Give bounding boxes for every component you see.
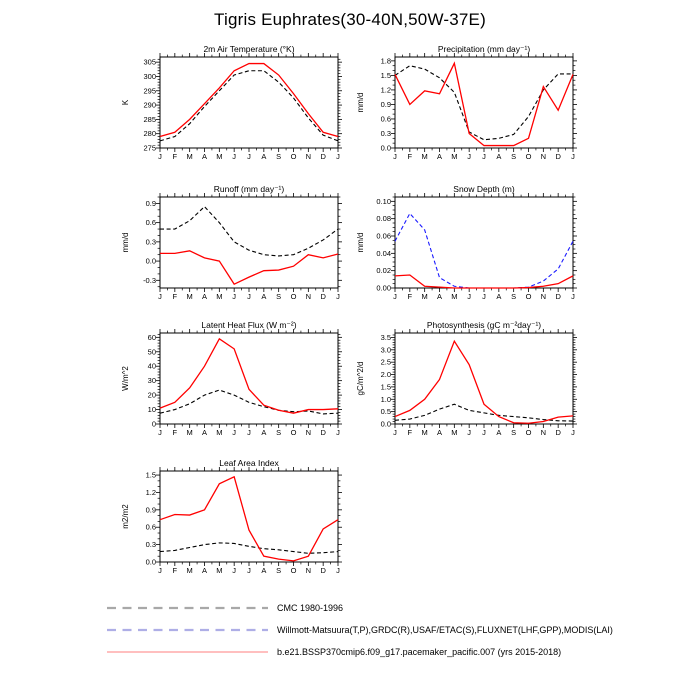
chart-title: Runoff (mm day⁻¹) bbox=[213, 184, 285, 194]
x-tick-label: A bbox=[436, 428, 443, 437]
x-tick-label: S bbox=[276, 152, 282, 161]
x-tick-label: S bbox=[276, 566, 282, 575]
chart-snow-depth bbox=[349, 183, 589, 309]
x-tick-label: J bbox=[158, 152, 162, 161]
x-tick-label: J bbox=[247, 566, 251, 575]
x-tick-label: F bbox=[407, 152, 413, 161]
x-tick-label: N bbox=[305, 152, 312, 161]
plot-frame bbox=[160, 333, 338, 424]
y-tick-label: 0 bbox=[151, 419, 156, 429]
x-tick-label: D bbox=[555, 428, 561, 437]
x-tick-label: A bbox=[261, 428, 267, 437]
y-tick-label: 0.10 bbox=[376, 196, 391, 206]
series-line-obs bbox=[395, 66, 573, 140]
y-axis-label: mm/d bbox=[356, 232, 365, 253]
legend-item-model bbox=[107, 645, 561, 659]
x-tick-label: J bbox=[393, 292, 397, 301]
x-tick-label: O bbox=[290, 152, 297, 161]
x-tick-label: J bbox=[336, 292, 340, 301]
chart-air-temperature bbox=[114, 43, 354, 169]
y-tick-label: 0.6 bbox=[380, 114, 391, 124]
chart-title: Photosynthesis (gC m⁻²day⁻¹) bbox=[426, 320, 542, 330]
y-tick-label: 3.5 bbox=[380, 332, 391, 342]
x-tick-label: D bbox=[555, 152, 561, 161]
plot-frame bbox=[395, 57, 573, 148]
x-tick-label: A bbox=[201, 566, 208, 575]
legend-item-observations bbox=[107, 623, 613, 637]
plot-frame bbox=[160, 197, 338, 288]
y-tick-label: 305 bbox=[143, 57, 156, 67]
x-tick-label: J bbox=[232, 428, 237, 437]
x-tick-label: N bbox=[540, 152, 547, 161]
x-tick-label: J bbox=[232, 292, 237, 301]
legend-item-cmc bbox=[107, 601, 343, 615]
series-line-model bbox=[395, 63, 573, 145]
x-tick-label: D bbox=[320, 152, 326, 161]
chart-title: Latent Heat Flux (W m⁻²) bbox=[201, 320, 297, 330]
y-tick-label: 300 bbox=[143, 71, 156, 81]
y-tick-label: 0.0 bbox=[145, 557, 156, 567]
x-tick-label: M bbox=[186, 566, 193, 575]
x-tick-label: J bbox=[247, 292, 251, 301]
series-line-model bbox=[395, 341, 573, 423]
y-tick-label: 1.2 bbox=[145, 487, 156, 497]
y-tick-label: 1.5 bbox=[380, 70, 391, 80]
x-tick-label: O bbox=[525, 428, 532, 437]
chart-latent-heat-flux bbox=[114, 319, 354, 445]
x-tick-label: M bbox=[451, 428, 458, 437]
x-tick-label: D bbox=[320, 292, 326, 301]
x-tick-label: D bbox=[320, 428, 326, 437]
x-tick-label: O bbox=[290, 428, 297, 437]
y-tick-label: 0.00 bbox=[376, 283, 391, 293]
y-tick-label: 1.5 bbox=[145, 470, 156, 480]
chart-title: Precipitation (mm day⁻¹) bbox=[437, 44, 531, 54]
x-tick-label: S bbox=[511, 428, 517, 437]
x-tick-label: M bbox=[186, 152, 193, 161]
x-tick-label: A bbox=[201, 152, 208, 161]
y-tick-label: 30 bbox=[147, 376, 156, 386]
x-tick-label: J bbox=[571, 428, 575, 437]
chart-title: 2m Air Temperature (°K) bbox=[203, 44, 295, 54]
x-tick-label: A bbox=[261, 566, 267, 575]
y-tick-label: 10 bbox=[147, 405, 156, 415]
x-tick-label: A bbox=[201, 428, 208, 437]
chart-leaf-area-index bbox=[114, 457, 354, 583]
gray-dashed-line-swatch bbox=[107, 601, 268, 615]
x-tick-label: A bbox=[201, 292, 208, 301]
x-tick-label: M bbox=[216, 566, 223, 575]
legend-label-observations: Willmott-Matsuura(T,P),GRDC(R),USAF/ETAC(S),FLUXNET(LHF,GPP),MODIS(LAI) bbox=[277, 625, 613, 635]
x-tick-label: J bbox=[336, 566, 340, 575]
y-tick-label: 40 bbox=[147, 361, 156, 371]
y-tick-label: 280 bbox=[143, 129, 156, 139]
y-tick-label: 2.0 bbox=[380, 370, 391, 380]
x-tick-label: J bbox=[482, 428, 486, 437]
x-tick-label: M bbox=[216, 152, 223, 161]
lavender-dashed-line-swatch bbox=[107, 623, 268, 637]
y-tick-label: 0.0 bbox=[380, 143, 391, 153]
y-axis-label: m2/m2 bbox=[121, 504, 130, 529]
x-tick-label: M bbox=[186, 292, 193, 301]
chart-runoff bbox=[114, 183, 354, 309]
series-line-model bbox=[160, 64, 338, 137]
x-tick-label: M bbox=[216, 428, 223, 437]
x-tick-label: J bbox=[467, 152, 472, 161]
x-tick-label: J bbox=[393, 152, 397, 161]
chart-title: Leaf Area Index bbox=[219, 458, 279, 468]
x-tick-label: N bbox=[305, 428, 312, 437]
y-tick-label: 1.5 bbox=[380, 382, 391, 392]
y-axis-label: mm/d bbox=[356, 92, 365, 113]
x-tick-label: J bbox=[158, 428, 162, 437]
y-tick-label: 0.5 bbox=[380, 407, 391, 417]
x-tick-label: O bbox=[290, 292, 297, 301]
x-tick-label: M bbox=[186, 428, 193, 437]
y-tick-label: 0.02 bbox=[376, 266, 391, 276]
x-tick-label: D bbox=[555, 292, 561, 301]
y-tick-label: 285 bbox=[143, 114, 156, 124]
x-tick-label: J bbox=[482, 292, 486, 301]
x-tick-label: J bbox=[336, 152, 340, 161]
x-tick-label: J bbox=[467, 428, 472, 437]
legend-label-cmc: CMC 1980-1996 bbox=[277, 603, 344, 613]
x-tick-label: A bbox=[496, 428, 502, 437]
plot-frame bbox=[395, 333, 573, 424]
x-tick-label: F bbox=[407, 428, 413, 437]
x-tick-label: N bbox=[540, 428, 547, 437]
series-line-model bbox=[395, 275, 573, 288]
y-tick-label: 275 bbox=[143, 143, 156, 153]
x-tick-label: J bbox=[571, 292, 575, 301]
x-tick-label: O bbox=[525, 292, 532, 301]
chart-title: Snow Depth (m) bbox=[453, 184, 515, 194]
series-line-obs bbox=[160, 390, 338, 414]
y-tick-label: 1.8 bbox=[380, 56, 391, 66]
x-tick-label: N bbox=[540, 292, 547, 301]
series-line-obs bbox=[395, 404, 573, 421]
x-tick-label: M bbox=[451, 292, 458, 301]
x-tick-label: A bbox=[496, 152, 502, 161]
y-tick-label: 3.0 bbox=[380, 345, 391, 355]
x-tick-label: J bbox=[393, 428, 397, 437]
x-tick-label: J bbox=[158, 566, 162, 575]
y-tick-label: 0.9 bbox=[145, 505, 156, 515]
x-tick-label: A bbox=[436, 292, 443, 301]
x-tick-label: J bbox=[336, 428, 340, 437]
x-tick-label: F bbox=[407, 292, 413, 301]
y-tick-label: 0.08 bbox=[376, 214, 391, 224]
x-tick-label: S bbox=[511, 152, 517, 161]
x-tick-label: M bbox=[421, 292, 428, 301]
x-tick-label: J bbox=[467, 292, 472, 301]
y-tick-label: 50 bbox=[147, 347, 156, 357]
x-tick-label: J bbox=[232, 152, 237, 161]
x-tick-label: O bbox=[290, 566, 297, 575]
x-tick-label: J bbox=[571, 152, 575, 161]
y-tick-label: 1.2 bbox=[380, 85, 391, 95]
y-tick-label: 295 bbox=[143, 86, 156, 96]
series-line-obs bbox=[160, 71, 338, 141]
y-tick-label: 0.9 bbox=[380, 99, 391, 109]
x-tick-label: M bbox=[451, 152, 458, 161]
x-tick-label: N bbox=[305, 292, 312, 301]
x-tick-label: F bbox=[172, 566, 178, 575]
x-tick-label: M bbox=[421, 428, 428, 437]
x-tick-label: A bbox=[496, 292, 502, 301]
plot-frame bbox=[395, 197, 573, 288]
x-tick-label: M bbox=[216, 292, 223, 301]
y-tick-label: 0.3 bbox=[145, 540, 156, 550]
x-tick-label: A bbox=[261, 292, 267, 301]
y-tick-label: 0.3 bbox=[380, 128, 391, 138]
y-axis-label: W/m^2 bbox=[121, 366, 130, 391]
figure-title: Tigris Euphrates(30-40N,50W-37E) bbox=[214, 10, 486, 29]
y-axis-label: mm/d bbox=[121, 232, 130, 253]
y-tick-label: 290 bbox=[143, 100, 156, 110]
y-tick-label: 0.04 bbox=[376, 248, 391, 258]
y-tick-label: -0.3 bbox=[143, 275, 156, 285]
x-tick-label: J bbox=[247, 152, 251, 161]
chart-photosynthesis bbox=[349, 319, 589, 445]
red-solid-line-swatch bbox=[107, 645, 268, 659]
x-tick-label: A bbox=[436, 152, 443, 161]
x-tick-label: J bbox=[158, 292, 162, 301]
x-tick-label: F bbox=[172, 152, 178, 161]
y-tick-label: 0.6 bbox=[145, 522, 156, 532]
y-tick-label: 0.0 bbox=[145, 256, 156, 266]
y-tick-label: 0.9 bbox=[145, 198, 156, 208]
x-tick-label: D bbox=[320, 566, 326, 575]
y-tick-label: 1.0 bbox=[380, 394, 391, 404]
y-tick-label: 20 bbox=[147, 390, 156, 400]
series-line-obs bbox=[395, 213, 573, 288]
x-tick-label: J bbox=[482, 152, 486, 161]
x-tick-label: S bbox=[276, 292, 282, 301]
series-line-obs bbox=[160, 207, 338, 256]
y-axis-label: K bbox=[121, 99, 130, 106]
x-tick-label: A bbox=[261, 152, 267, 161]
y-axis-label: gC/m^2/d bbox=[356, 361, 365, 396]
y-tick-label: 60 bbox=[147, 332, 156, 342]
y-tick-label: 0.3 bbox=[145, 237, 156, 247]
plot-frame bbox=[160, 57, 338, 148]
y-tick-label: 0.0 bbox=[380, 419, 391, 429]
x-tick-label: S bbox=[511, 292, 517, 301]
x-tick-label: O bbox=[525, 152, 532, 161]
y-tick-label: 0.6 bbox=[145, 218, 156, 228]
series-line-model bbox=[160, 251, 338, 284]
y-tick-label: 0.06 bbox=[376, 231, 391, 241]
x-tick-label: N bbox=[305, 566, 312, 575]
x-tick-label: J bbox=[232, 566, 237, 575]
chart-precipitation bbox=[349, 43, 589, 169]
x-tick-label: F bbox=[172, 428, 178, 437]
legend-label-model: b.e21.BSSP370cmip6.f09_g17.pacemaker_pacific.007 (yrs 2015-2018) bbox=[277, 647, 562, 657]
x-tick-label: S bbox=[276, 428, 282, 437]
y-tick-label: 2.5 bbox=[380, 357, 391, 367]
x-tick-label: J bbox=[247, 428, 251, 437]
x-tick-label: F bbox=[172, 292, 178, 301]
x-tick-label: M bbox=[421, 152, 428, 161]
